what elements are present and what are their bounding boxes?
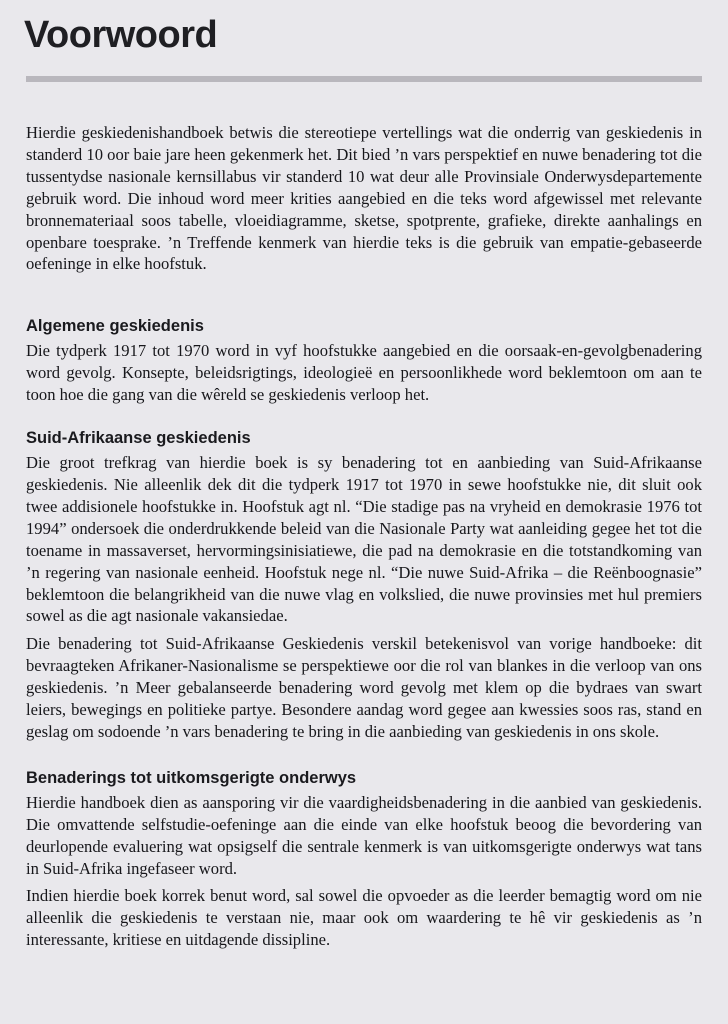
section-paragraph: Die benadering tot Suid-Afrikaanse Geskiedenis verskil betekenisvol van vorige handboeke: dit bevraagteken Afrikaner-Nasionalisme se perspektiewe oor die rol van blankes in die verloop van ons geskiedenis. ’n Meer gebalanseerde benadering word gevolg met klem op die bydraes van swart leiers, bewegings en politieke partye. Besondere aandag word gegee aan kwessies soos ras, stand en geslag om sodoende ’n vars benadering te bring in die aanbieding van geskiedenis in ons skole. — [26, 634, 702, 741]
section-heading: Benaderings tot uitkomsgerigte onderwys — [26, 768, 357, 787]
section-paragraph: Hierdie handboek dien as aansporing vir die vaardigheidsbenadering in die aanbied van geskiedenis. Die omvattende selfstudie-oefeninge aan die einde van elke hoofstuk beoog die bevordering van deurlopende evaluering wat opsigself die sentrale kenmerk is van uitkomsgerigte onderwys wat tans in Suid-Afrika ingefaseer word. — [26, 792, 702, 878]
page-body — [26, 122, 702, 951]
page-title: Voorwoord — [24, 14, 218, 56]
section-heading: Suid-Afrikaanse geskiedenis — [26, 429, 251, 448]
section-heading: Algemene geskiedenis — [26, 317, 204, 336]
intro-paragraph: Hierdie geskiedenishandboek betwis die stereotiepe vertellings wat die onderrig van geskiedenis in standerd 10 oor baie jare heen gekenmerk het. Dit bied ’n vars perspektief en nuwe benadering tot die tussentydse nasionale kernsillabus vir standerd 10 wat deur alle Provinsiale Onderwysdepartemente gebruik word. Die inhoud word meer krities aangebied en die teks word afgewissel met relevante bronnemateriaal soos tabelle, vloeidiagramme, sketse, spotprente, grafieke, direkte aanhalings en openbare toesprake. ’n Treffende kenmerk van hierdie teks is die gebruik van empatie-gebaseerde oefeninge in elke hoofstuk. — [26, 123, 702, 274]
section-paragraph: Die tydperk 1917 tot 1970 word in vyf hoofstukke aangebied en die oorsaak-en-gevolgbenadering word gevolg. Konsepte, beleidsrigtings, ideologieë en persoonlikhede word beklemtoon om aan te toon hoe die gang van die wêreld se geskiedenis verloop het. — [26, 341, 702, 405]
section-paragraph: Indien hierdie boek korrek benut word, sal sowel die opvoeder as die leerder bemagtig word om nie alleenlik die geskiedenis te verstaan nie, maar ook om waardering te hê vir geskiedenis as ’n interessante, kritiese en uitdagende dissipline. — [26, 886, 702, 950]
section-paragraph: Die groot trefkrag van hierdie boek is sy benadering tot en aanbieding van Suid-Afrikaanse geskiedenis. Nie alleenlik dek dit die tydperk 1917 tot 1970 in sewe hoofstukke nie, dit sluit ook twee addisionele hoofstukke in. Hoofstuk agt nl. “Die stadige pas na vryheid en demokrasie 1976 tot 1994” ondersoek die onderdrukkende beleid van die Nasionale Party wat aanleiding gegee het tot die toename in massaverset, hervormingsinisiatiewe, die pad na demokrasie en die totstandkoming van ’n regering van nasionale eenheid. Hoofstuk nege nl. “Die nuwe Suid-Afrika – die Reënboognasie” beklemtoon die belangrikheid van die nuwe vlag en volkslied, die nuwe provinsies met hul premiers sowel as die agt nasionale vakansiedae. — [26, 453, 702, 626]
section-general-history — [26, 315, 702, 406]
section-outcomes-based-education — [26, 767, 702, 951]
title-divider — [26, 76, 702, 82]
section-south-african-history — [26, 427, 702, 743]
